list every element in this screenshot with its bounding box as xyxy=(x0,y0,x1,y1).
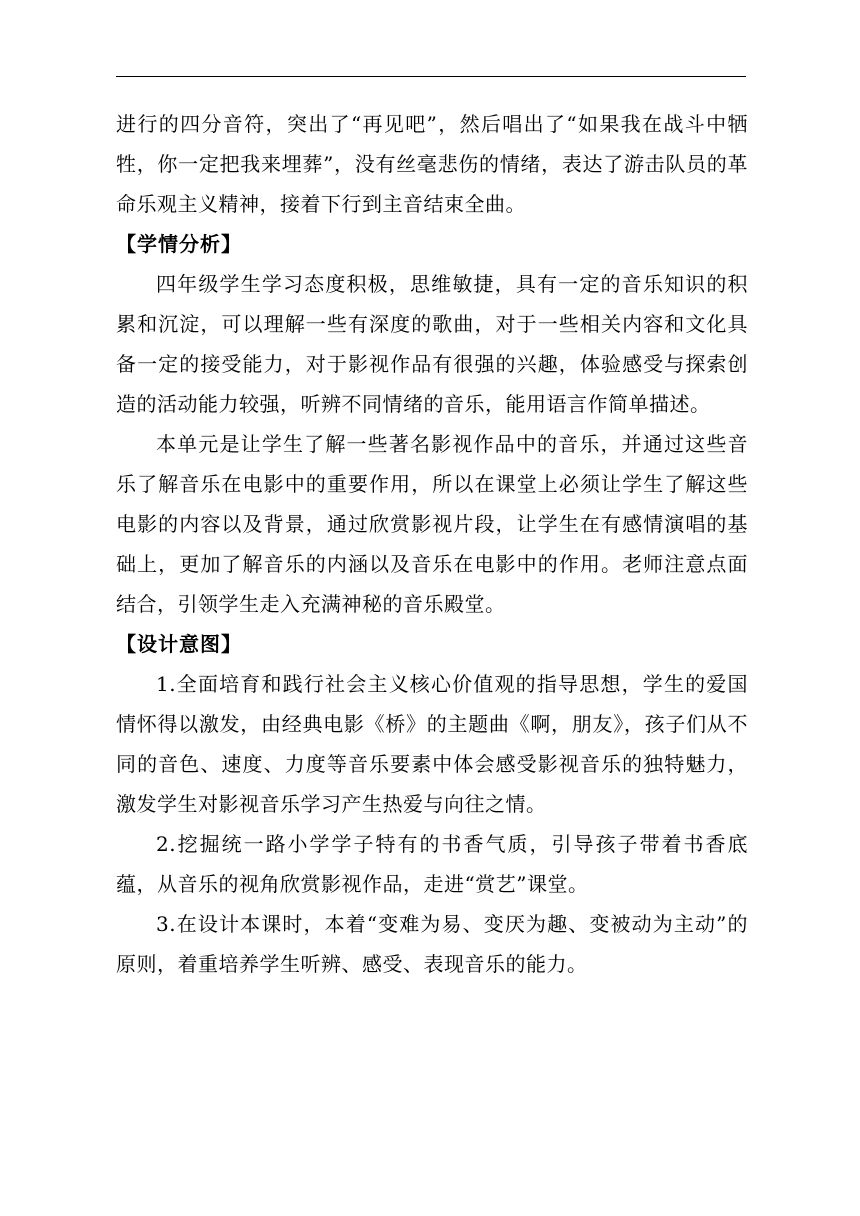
learning-analysis-paragraph-2: 本单元是让学生了解一些著名影视作品中的音乐，并通过这些音乐了解音乐在电影中的重要作用，所以在课堂上必须让学生了解这些电影的内容以及背景，通过欣赏影视片段，让学生在有感情演唱的基础上，更加了解音乐的内涵以及音乐在电影中的作用。老师注意点面结合，引领学生走入充满神秘的音乐殿堂。 xyxy=(116,432,748,616)
section-heading-design-intent: 【设计意图】 xyxy=(116,632,242,656)
design-intent-item-1: 1.全面培育和践行社会主义核心价值观的指导思想，学生的爱国情怀得以激发，由经典电影《桥》的主题曲《啊，朋友》，孩子们从不同的音色、速度、力度等音乐要素中体会感受影视音乐的独特魅力，激发学生对影视音乐学习产生热爱与向往之情。 xyxy=(116,672,748,816)
header-rule xyxy=(116,76,746,77)
design-intent-item-3: 3.在设计本课时，本着“变难为易、变厌为趣、变被动为主动”的原则，着重培养学生听辨、感受、表现音乐的能力。 xyxy=(116,912,748,976)
design-intent-item-2: 2.挖掘统一路小学学子特有的书香气质，引导孩子带着书香底蕴，从音乐的视角欣赏影视作品，走进“赏艺”课堂。 xyxy=(116,832,748,896)
learning-analysis-paragraph-1: 四年级学生学习态度积极，思维敏捷，具有一定的音乐知识的积累和沉淀，可以理解一些有深度的歌曲，对于一些相关内容和文化具备一定的接受能力，对于影视作品有很强的兴趣，体验感受与探索创造的活动能力较强，听辨不同情绪的音乐，能用语言作简单描述。 xyxy=(116,272,748,416)
document-body xyxy=(116,104,748,984)
continuation-paragraph: 进行的四分音符，突出了“再见吧”，然后唱出了“如果我在战斗中牺牲，你一定把我来埋葬”，没有丝毫悲伤的情绪，表达了游击队员的革命乐观主义精神，接着下行到主音结束全曲。 xyxy=(116,112,748,216)
section-heading-learning-analysis: 【学情分析】 xyxy=(116,232,242,256)
